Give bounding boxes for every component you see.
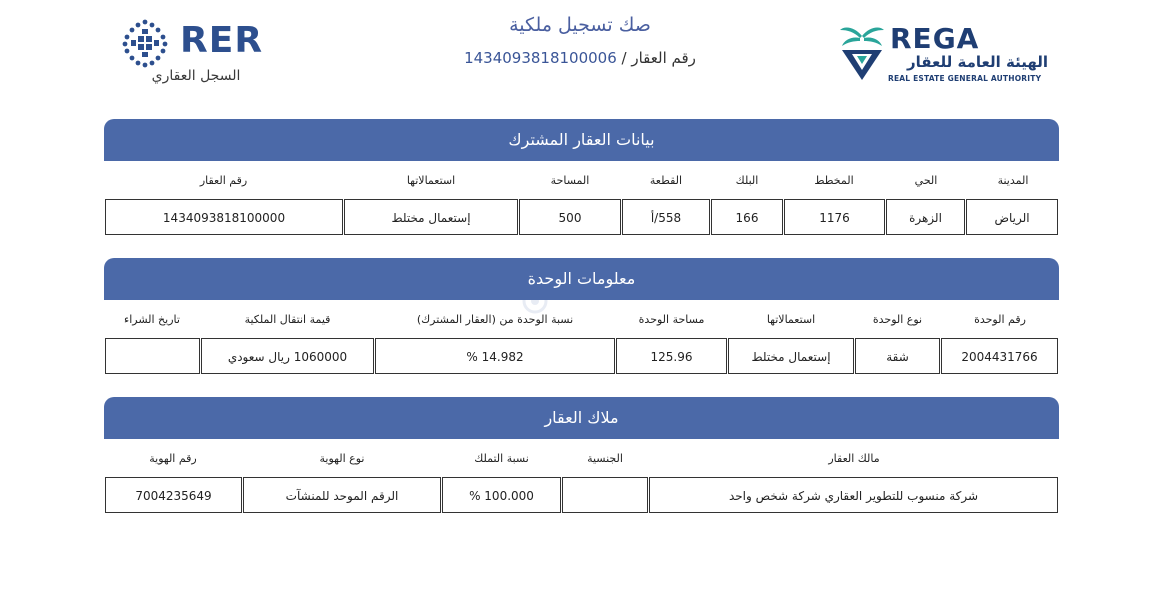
owners-section [104,397,1059,513]
value-unit-usages: إستعمال مختلط [728,338,854,374]
value-district: الزهرة [886,199,965,235]
value-usages: إستعمال مختلط [344,199,518,235]
header-usages: استعمالاتها [406,174,456,187]
property-number: 1434093818100006 [464,49,617,67]
header-block: البلك [735,174,759,187]
shared-property-title: بيانات العقار المشترك [104,119,1059,161]
header-area: المساحة [550,174,590,187]
header-id-type: نوع الهوية [319,452,365,465]
value-property-no: 1434093818100000 [105,199,343,235]
owners-title: ملاك العقار [104,397,1059,439]
page-title: صك تسجيل ملكية [509,14,651,36]
value-id-type: الرقم الموحد للمنشآت [243,477,441,513]
header-purchase-date: تاريخ الشراء [124,313,180,326]
value-parcel: 558/أ [622,199,710,235]
header-unit-area: مساحة الوحدة [638,313,705,326]
rer-logo-icon [120,18,170,68]
property-number-line [430,49,730,67]
value-unit-area: 125.96 [616,338,727,374]
header-ownership-ratio: نسبة التملك [474,452,529,465]
header-unit-share: نسبة الوحدة من (العقار المشترك) [416,313,574,326]
header-transfer-value: قيمة انتقال الملكية [244,313,331,326]
value-purchase-date [105,338,200,374]
value-unit-share: 14.982 % [375,338,615,374]
rega-logo-english: REAL ESTATE GENERAL AUTHORITY [888,74,1042,83]
value-block: 166 [711,199,783,235]
rega-logo-icon [838,22,886,82]
value-unit-no: 2004431766 [941,338,1058,374]
header-city: المدينة [997,174,1029,187]
header-parcel: القطعة [649,174,683,187]
header-owner: مالك العقار [828,452,880,465]
value-owner: شركة منسوب للتطوير العقاري شركة شخص واحد [649,477,1058,513]
property-number-label: رقم العقار / [621,49,696,67]
rega-logo-arabic: الهيئة العامة للعقار [906,53,1048,71]
title-block [430,14,730,67]
value-nationality [562,477,648,513]
header-id-number: رقم الهوية [149,452,197,465]
header-unit-usages: استعمالاتها [766,313,816,326]
value-plan: 1176 [784,199,885,235]
header-property-no: رقم العقار [199,174,248,187]
value-transfer-value: 1060000 ريال سعودي [201,338,374,374]
rer-logo [120,18,280,88]
unit-info-title: معلومات الوحدة [104,258,1059,300]
rega-logo-text: REGA [890,22,980,55]
header-plan: المخطط [814,174,854,187]
value-city: الرياض [966,199,1058,235]
header-unit-type: نوع الوحدة [872,313,923,326]
value-area: 500 [519,199,621,235]
value-unit-type: شقة [855,338,940,374]
header-unit-no: رقم الوحدة [974,313,1026,326]
header-nationality: الجنسية [587,452,623,465]
shared-property-section [104,119,1059,235]
unit-info-section [104,258,1059,374]
rer-logo-arabic: السجل العقاري [151,68,241,84]
value-id-number: 7004235649 [105,477,242,513]
document-header [0,0,1165,110]
value-ownership-ratio: 100.000 % [442,477,561,513]
rega-logo [838,22,1048,86]
header-district: الحي [914,174,938,187]
rer-logo-text: RER [180,20,264,61]
